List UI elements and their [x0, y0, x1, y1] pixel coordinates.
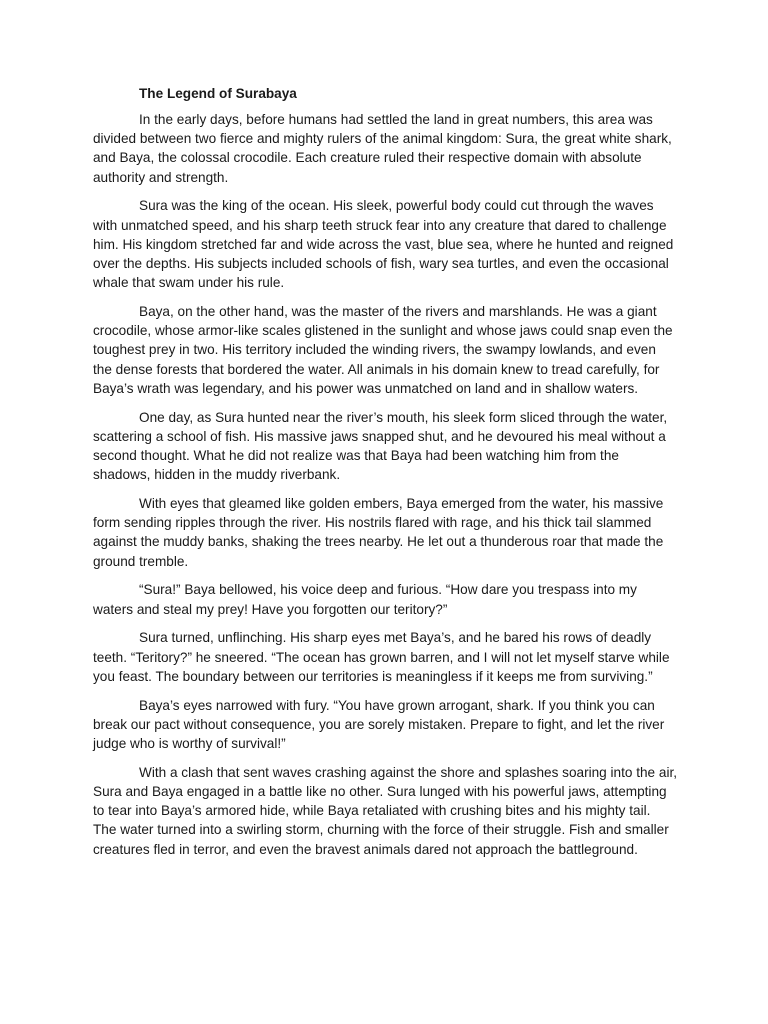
paragraph-1: In the early days, before humans had settled the land in great numbers, this area was divided between two fierce and mighty rulers of the animal kingdom: Sura, the great white shark, and Baya, the colossal crocodile. Each creature ruled their respective domain with absolute authority and strength.	[93, 112, 672, 185]
document-page	[93, 84, 677, 868]
paragraph-5: With eyes that gleamed like golden embers, Baya emerged from the water, his massive form sending ripples through the river. His nostrils flared with rage, and his thick tail slammed against the muddy banks, shaking the trees nearby. He let out a thunderous roar that made the ground tremble.	[93, 496, 664, 569]
document-title: The Legend of Surabaya	[139, 86, 297, 101]
paragraph-8: Baya’s eyes narrowed with fury. “You have grown arrogant, shark. If you think you can break our pact without consequence, you are sorely mistaken. Prepare to fight, and let the river judge who is worthy of survival!”	[93, 697, 665, 752]
paragraph-6: “Sura!” Baya bellowed, his voice deep and furious. “How dare you trespass into my waters and steal my prey! Have you forgotten our teritory?”	[93, 582, 637, 617]
paragraph-3: Baya, on the other hand, was the master of the rivers and marshlands. He was a giant crocodile, whose armor-like scales glistened in the sunlight and whose jaws could snap even the toughest prey in two. His territory included the winding rivers, the swampy lowlands, and even the dense forests that bordered the water. All animals in his domain knew to tread carefully, for Baya’s wrath was legendary, and his power was unmatched on land and in shallow waters.	[93, 304, 673, 396]
paragraph-4: One day, as Sura hunted near the river’s mouth, his sleek form sliced through the water, scattering a school of fish. His massive jaws snapped shut, and he devoured his meal without a second thought. What he did not realize was that Baya had been watching him from the shadows, hidden in the muddy riverbank.	[93, 409, 668, 483]
paragraph-7: Sura turned, unflinching. His sharp eyes met Baya’s, and he bared his rows of deadly teeth. “Teritory?” he sneered. “The ocean has grown barren, and I will not let myself starve while you feast. The boundary between our territories is meaningless if it keeps me from surviving.”	[93, 630, 670, 684]
paragraph-2: Sura was the king of the ocean. His sleek, powerful body could cut through the waves with unmatched speed, and his sharp teeth struck fear into any creature that dared to challenge him. His kingdom stretched far and wide across the vast, blue sea, where he hunted and reigned over the depths. His subjects included schools of fish, wary sea turtles, and even the occasional whale that swam under his rule.	[93, 198, 674, 291]
paragraph-9: With a clash that sent waves crashing against the shore and splashes soaring into the air, Sura and Baya engaged in a battle like no other. Sura lunged with his powerful jaws, attempting to tear into Baya’s armored hide, while Baya retaliated with crushing bites and his mighty tail. The water turned into a swirling storm, churning with the force of their struggle. Fish and smaller creatures fled in terror, and even the bravest animals dared not approach the battleground.	[93, 764, 678, 857]
